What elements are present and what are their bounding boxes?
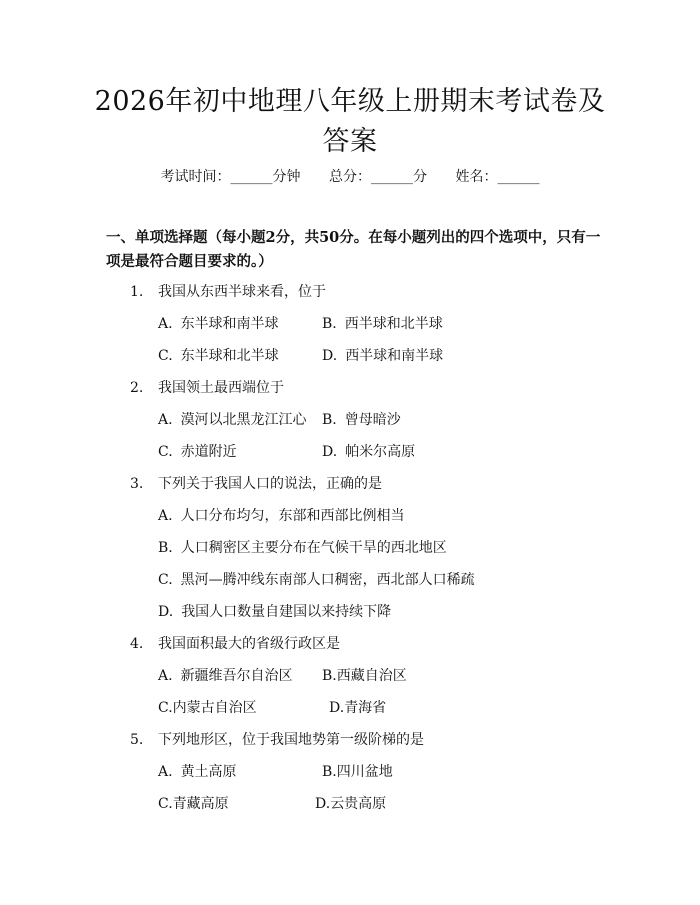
question-5 — [130, 729, 424, 749]
option-2a: A. 漠河以北黑龙江江心 — [158, 412, 307, 428]
option-2c: C. 赤道附近 — [158, 444, 237, 460]
exam-meta — [0, 166, 700, 186]
option-1c: C. 东半球和北半球 — [158, 348, 279, 364]
option-1d: D. 西半球和南半球 — [322, 348, 444, 364]
question-1 — [130, 281, 326, 301]
option-3b: B. 人口稠密区主要分布在气候干旱的西北地区 — [158, 540, 447, 556]
question-3 — [130, 473, 382, 493]
question-text: 下列关于我国人口的说法，正确的是 — [158, 476, 382, 492]
option-3a: A. 人口分布均匀，东部和西部比例相当 — [158, 508, 405, 524]
option-4c: C.内蒙古自治区 — [158, 700, 257, 716]
question-2 — [130, 377, 284, 397]
option-4b: B.西藏自治区 — [322, 668, 407, 684]
option-5a: A. 黄土高原 — [158, 764, 237, 780]
total-score-field: 总分：______分 — [329, 169, 427, 185]
section-title: 一、单项选择题（每小题2分，共50分。在每小题列出的四个选项中，只有一项是最符合题目要求的。） — [106, 229, 601, 270]
question-number: 2. — [130, 380, 144, 396]
question-number: 4. — [130, 636, 144, 652]
question-number: 5. — [130, 732, 144, 748]
question-number: 1. — [130, 284, 144, 300]
question-number: 3. — [130, 476, 144, 492]
option-5b: B.四川盆地 — [322, 764, 393, 780]
exam-time-field: 考试时间：______分钟 — [160, 169, 301, 185]
option-5c: C.青藏高原 — [158, 796, 229, 812]
option-2b: B. 曾母暗沙 — [322, 412, 401, 428]
option-4d: D.青海省 — [329, 700, 387, 716]
option-1a: A. 东半球和南半球 — [158, 316, 279, 332]
question-text: 下列地形区，位于我国地势第一级阶梯的是 — [158, 732, 424, 748]
option-3d: D. 我国人口数量自建国以来持续下降 — [158, 604, 392, 620]
option-1b: B. 西半球和北半球 — [322, 316, 443, 332]
question-text: 我国领土最西端位于 — [158, 380, 284, 396]
student-name-field: 姓名：______ — [455, 169, 540, 185]
option-5d: D.云贵高原 — [315, 796, 387, 812]
question-4 — [130, 633, 340, 653]
question-text: 我国从东西半球来看，位于 — [158, 284, 326, 300]
option-4a: A. 新疆维吾尔自治区 — [158, 668, 293, 684]
exam-title: 2026年初中地理八年级上册期末考试卷及答案 — [94, 86, 606, 157]
question-text: 我国面积最大的省级行政区是 — [158, 636, 340, 652]
option-3c: C. 黑河—腾冲线东南部人口稠密，西北部人口稀疏 — [158, 572, 475, 588]
option-2d: D. 帕米尔高原 — [322, 444, 416, 460]
